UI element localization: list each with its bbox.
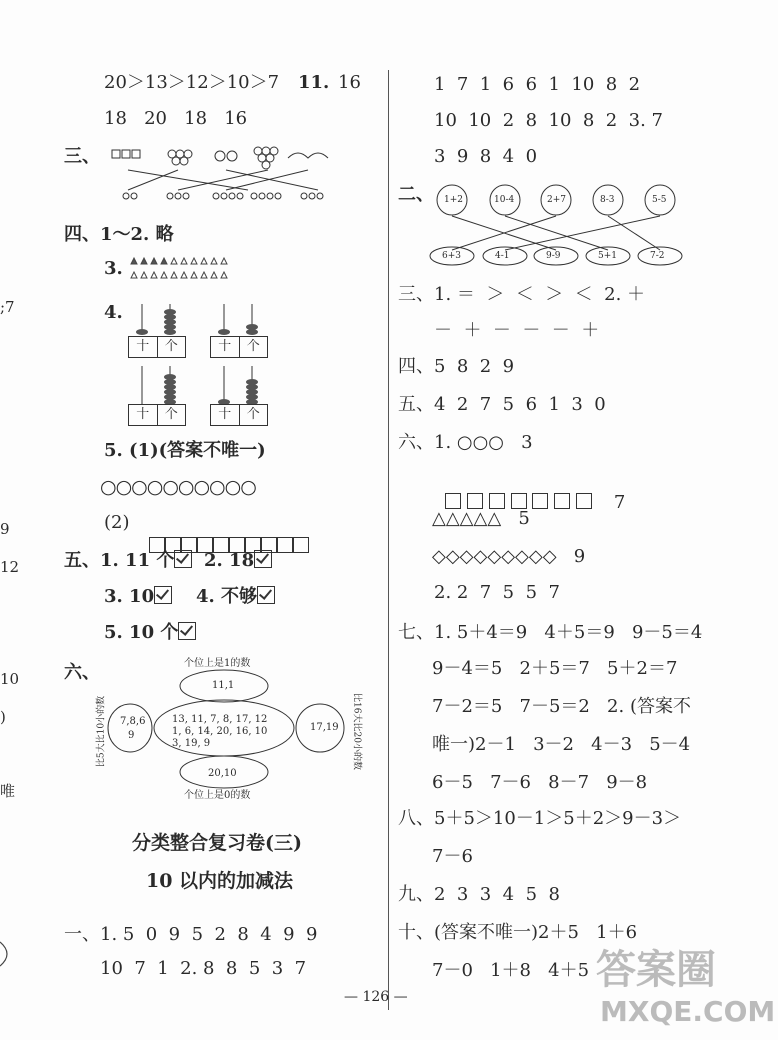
- ones-label: 个: [246, 339, 260, 354]
- watermark-url: MXQE.COM: [600, 995, 776, 1028]
- answer-line: 四、5 8 2 9: [398, 356, 515, 377]
- flower-label: 5-5: [652, 195, 667, 205]
- flower-label: 10-4: [494, 195, 515, 205]
- tens-label: 十: [129, 337, 158, 357]
- answer-line: 七、1. 5＋4＝9 4＋5＝9 9－5＝4: [398, 622, 703, 643]
- edge-fragment: 10: [0, 670, 20, 688]
- ones-label: 个: [246, 407, 260, 422]
- question-number: 11.: [298, 72, 330, 93]
- venn-center-value: 1, 6, 14, 20, 16, 10: [172, 726, 268, 737]
- answer-line: 十、(答案不唯一)2＋5 1＋6: [398, 922, 638, 943]
- answer-line: 五、4 2 7 5 6 1 3 0: [398, 394, 606, 415]
- venn-bottom-label: 个位上是0的数: [184, 790, 251, 801]
- abacus-base: [210, 404, 268, 426]
- answer-line: 9－4＝5 2＋5＝7 5＋2＝7: [432, 658, 678, 679]
- squares-answer: 7: [434, 470, 625, 514]
- answer-line: 五、1. 11 个: [64, 550, 192, 572]
- answer-line: 7－6: [432, 846, 473, 867]
- answer-line: 2. 18: [204, 550, 272, 572]
- answer-line: 四、1～2. 略: [64, 224, 174, 245]
- answer-label: (2): [104, 512, 130, 533]
- answer-line: 八、5＋5＞10－1＞5＋2＞9－3＞: [398, 808, 682, 829]
- check-icon: [254, 550, 272, 568]
- answer-line: － ＋ － － － ＋: [434, 320, 600, 341]
- diamonds-answer: ◇◇◇◇◇◇◇◇◇ 9: [432, 546, 586, 567]
- question-number: 3.: [104, 258, 123, 279]
- abacus: [128, 304, 188, 334]
- abacus-base: [210, 336, 268, 358]
- flower-label: 2+7: [547, 195, 566, 205]
- venn-left-value: 9: [128, 730, 135, 741]
- matching-figure: [108, 146, 338, 206]
- circles-answer: ○○○○○○○○○○: [100, 476, 256, 498]
- answer-line: 六、1. ○○○ 3: [398, 432, 533, 453]
- abacus: [128, 366, 188, 404]
- venn-right-label: 比16大比20小的数: [351, 693, 362, 770]
- ones-label: 个: [164, 407, 178, 422]
- edge-fragment: 9: [0, 520, 10, 538]
- venn-bottom-value: 20,10: [208, 768, 237, 779]
- answer-line: 一、1. 5 0 9 5 2 8 4 9 9: [64, 924, 318, 945]
- answer-line: 三、1. ＝ ＞ ＜ ＞ ＜ 2. ＋: [398, 284, 646, 305]
- flower-label: 8-3: [600, 195, 615, 205]
- section-title: 分类整合复习卷(三): [132, 832, 302, 854]
- abacus: [210, 304, 270, 334]
- answer-line: 6－5 7－6 8－7 9－8: [432, 772, 648, 793]
- tens-label: 十: [211, 337, 240, 357]
- answer-line: 3. 10: [104, 586, 172, 608]
- check-icon: [154, 586, 172, 604]
- answer-line: 10 10 2 8 10 8 2 3. 7: [434, 110, 663, 131]
- answer-line: 2. 2 7 5 5 7: [434, 582, 560, 603]
- check-icon: [178, 622, 196, 640]
- venn-top-value: 11,1: [212, 680, 235, 691]
- answer-line: 20＞13＞12＞10＞7: [104, 72, 280, 93]
- abacus-base: [128, 404, 186, 426]
- watermark-logo: 答案圈: [596, 947, 716, 993]
- leaf-label: 4-1: [495, 251, 510, 261]
- answer-line: 唯一)2－1 3－2 4－3 5－4: [432, 734, 691, 755]
- ones-label: 个: [164, 339, 178, 354]
- answer-line: 1 7 1 6 6 1 10 8 2: [434, 74, 641, 95]
- stars-figure: [128, 256, 248, 286]
- section-subtitle: 10 以内的加减法: [146, 870, 294, 892]
- leaf-label: 5+1: [598, 251, 617, 261]
- edge-fragment: 唯: [0, 782, 16, 800]
- column-divider: [388, 70, 389, 1010]
- edge-fragment: 12: [0, 558, 20, 576]
- section-number: 二、: [398, 184, 434, 205]
- triangles-answer: △△△△△ 5: [432, 508, 530, 529]
- answer-line: 10 7 1 2. 8 8 5 3 7: [100, 958, 307, 979]
- answer-line: 16: [338, 72, 361, 93]
- edge-arc: [0, 940, 20, 970]
- leaf-label: 9-9: [546, 251, 561, 261]
- answer-line: 5. 10 个: [104, 622, 196, 644]
- section-number: 六、: [64, 662, 100, 683]
- venn-right-value: 17,19: [310, 722, 339, 733]
- answer-line: 7－2＝5 7－5＝2 2. (答案不: [432, 696, 691, 717]
- answer-line: 4. 不够: [196, 586, 275, 608]
- answer-line: 18 20 18 16: [104, 108, 248, 129]
- check-icon: [174, 550, 192, 568]
- answer-line: 3 9 8 4 0: [434, 146, 538, 167]
- leaf-label: 6+3: [442, 251, 461, 261]
- leaf-label: 7-2: [650, 251, 665, 261]
- page-number: — 126 —: [344, 989, 408, 1005]
- tens-label: 十: [129, 405, 158, 425]
- edge-fragment: ): [0, 708, 6, 726]
- abacus-base: [128, 336, 186, 358]
- question-number: 4.: [104, 302, 123, 323]
- abacus: [210, 366, 270, 404]
- venn-top-label: 个位上是1的数: [184, 658, 251, 669]
- check-icon: [257, 586, 275, 604]
- answer-line: 5. (1)(答案不唯一): [104, 440, 266, 461]
- edge-fragment: ;7: [0, 298, 15, 316]
- answer-line: 7－0 1＋8 4＋5: [432, 960, 590, 981]
- venn-left-value: 7,8,6: [120, 716, 146, 727]
- venn-left-label: 比5大比10小的数: [96, 695, 107, 768]
- tens-label: 十: [211, 405, 240, 425]
- flower-label: 1+2: [444, 195, 463, 205]
- venn-center-value: 13, 11, 7, 8, 17, 12: [172, 714, 268, 725]
- answer-line: 九、2 3 3 4 5 8: [398, 884, 560, 905]
- section-number: 三、: [64, 146, 100, 167]
- venn-center-value: 3, 19, 9: [172, 738, 211, 749]
